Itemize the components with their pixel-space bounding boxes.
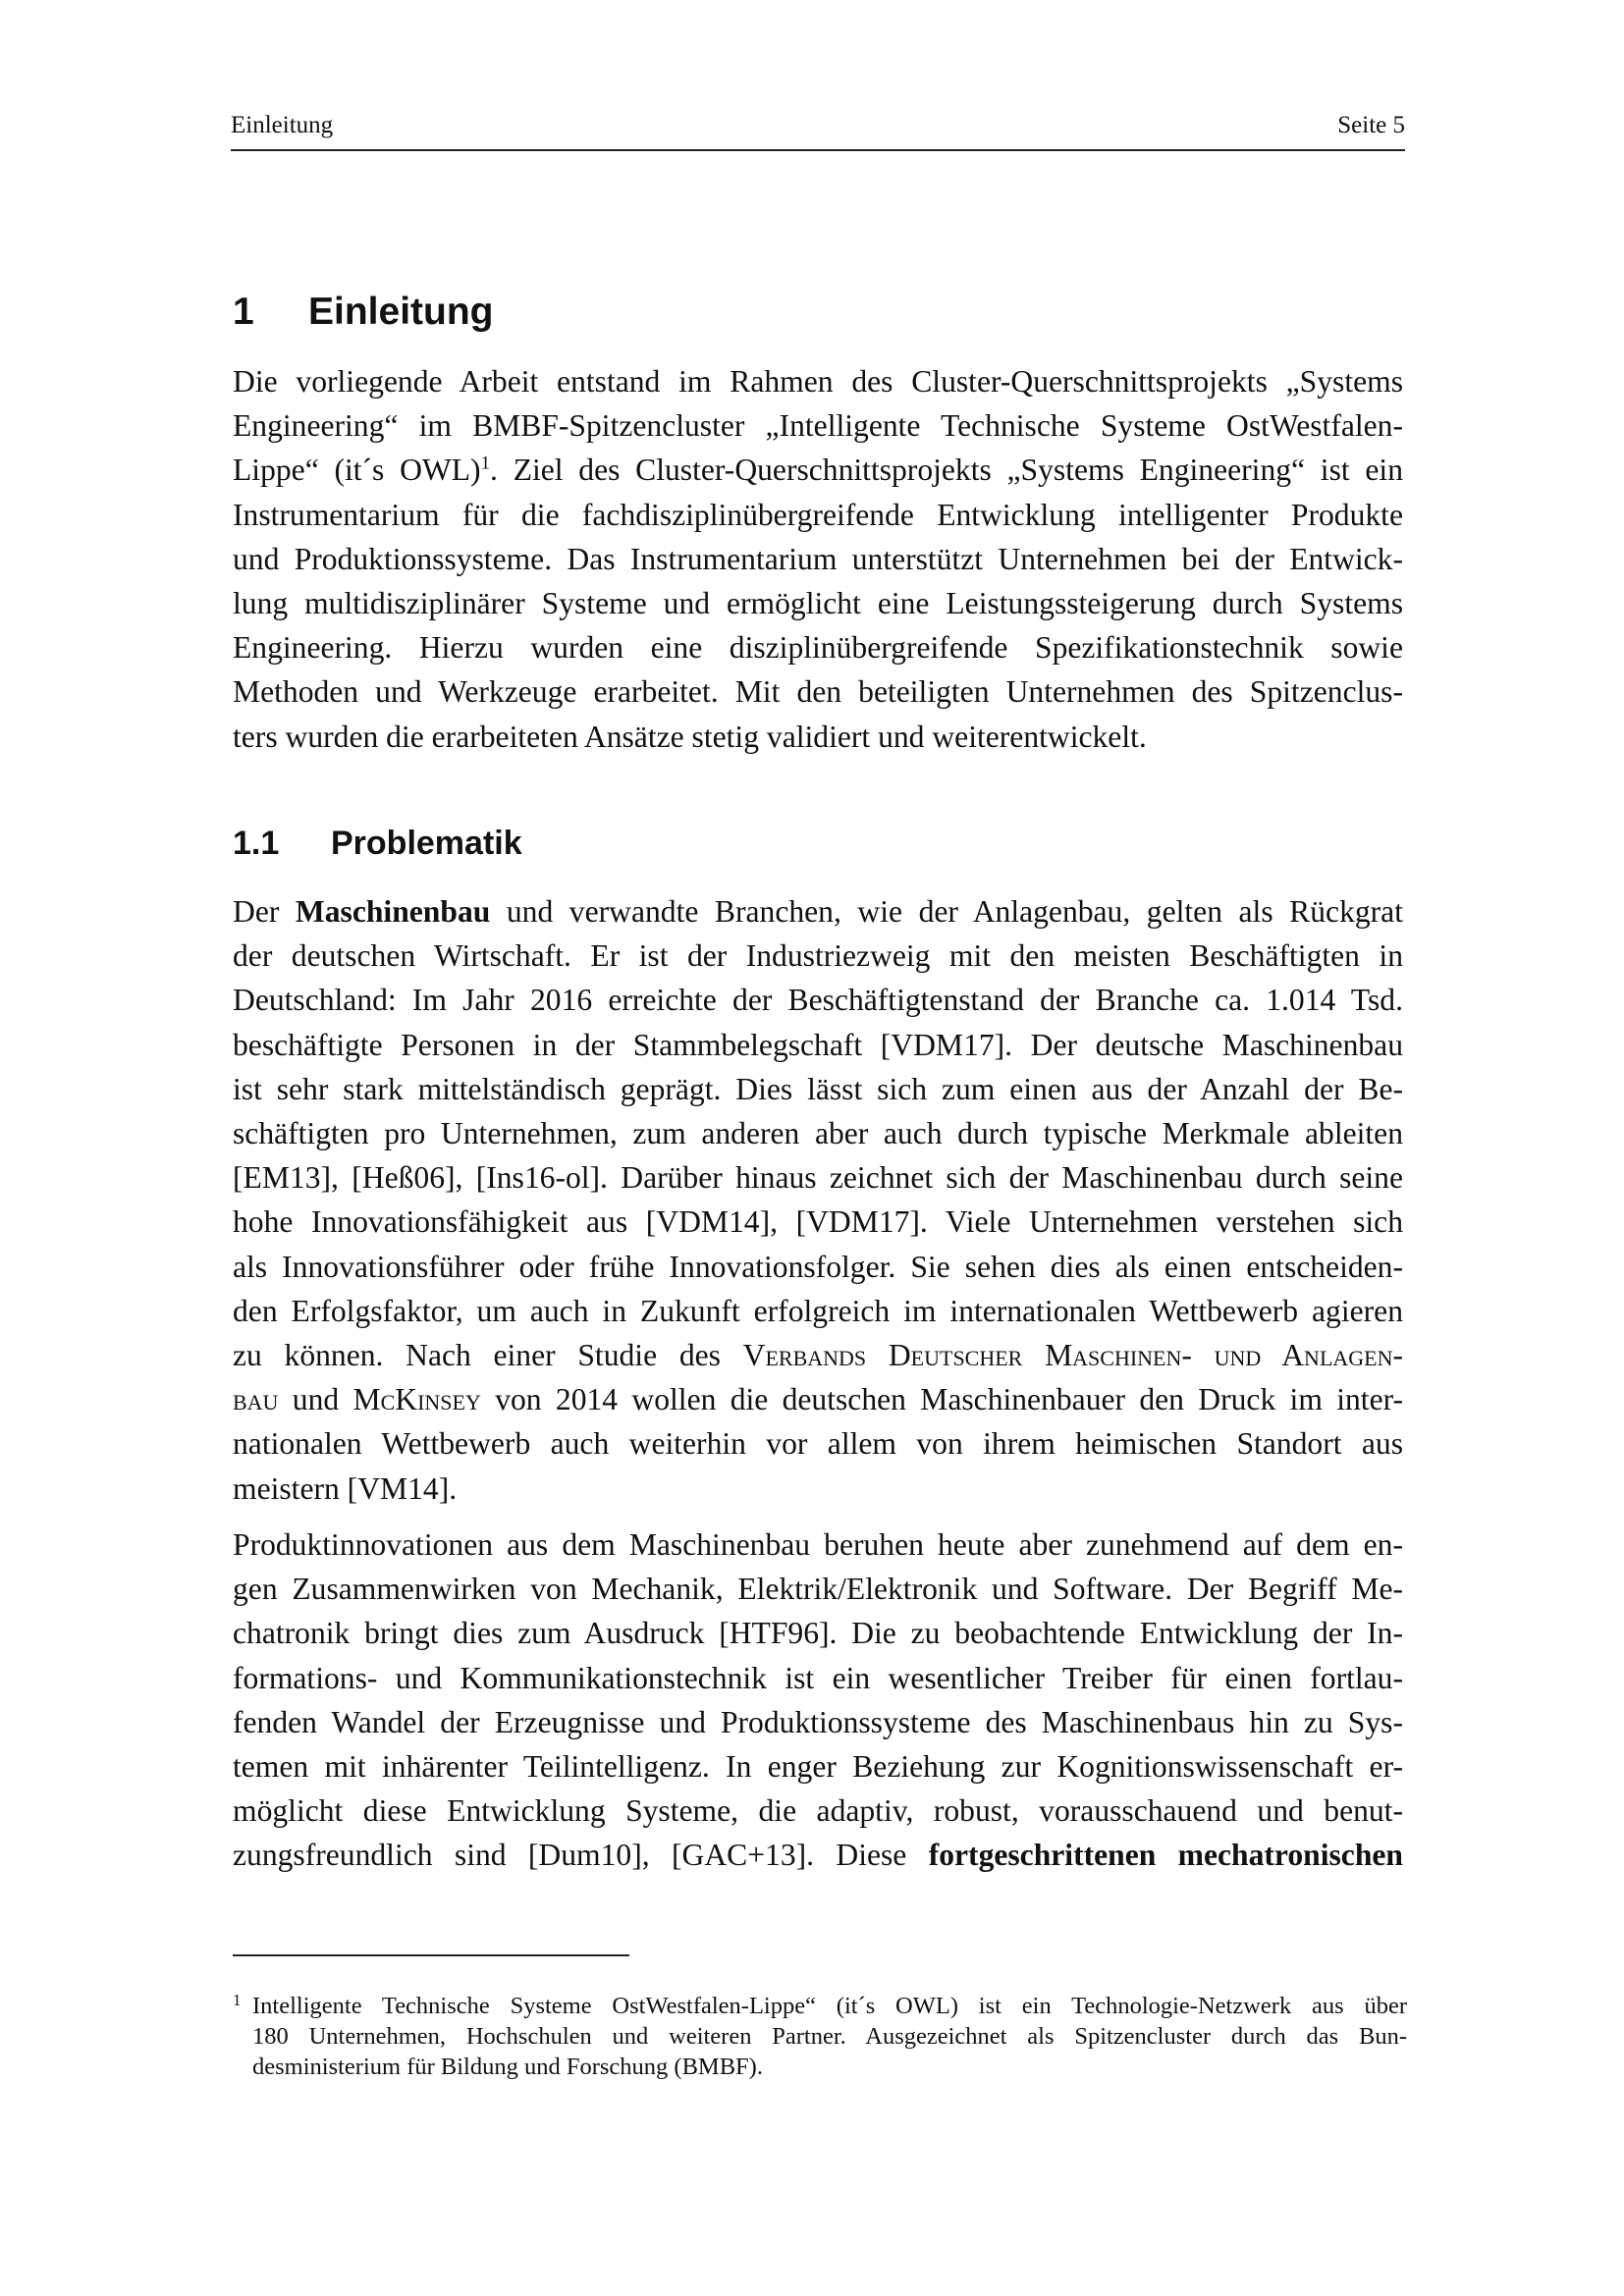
text-line: bau und McKinsey von 2014 wollen die deutschen Maschinenbauer den Druck im inter- xyxy=(233,1382,1404,1417)
chapter-number: 1 xyxy=(233,291,254,333)
footnote-text xyxy=(252,1991,1407,2082)
text-line: möglicht diese Entwicklung Systeme, die adaptiv, robust, vorausschauend und benut- xyxy=(233,1793,1403,1829)
text-line: Der Maschinenbau und verwandte Branchen, wie der Anlagenbau, gelten als Rückgrat xyxy=(233,894,1403,929)
author-name: McKinsey xyxy=(352,1382,481,1417)
text-line: Instrumentarium für die fachdisziplinübergreifende Entwicklung intelligenter Produkte xyxy=(233,497,1403,532)
text-line: als Innovationsführer oder frühe Innovationsfolger. Sie sehen dies als einen entscheiden- xyxy=(233,1249,1403,1284)
text-line: formations- und Kommunikationstechnik ist ein wesentlicher Treiber für einen fortlau- xyxy=(233,1660,1403,1695)
author-name: Verbands Deutscher Maschinen- und Anlagen- xyxy=(742,1338,1404,1373)
running-header xyxy=(231,106,1405,151)
text-line: Engineering“ im BMBF-Spitzencluster „Intelligente Technische Systeme OstWestfalen- xyxy=(233,408,1403,444)
footnote-mark: 1 xyxy=(233,1991,242,2009)
text-line: ist sehr stark mittelständisch geprägt. Dies lässt sich zum einen aus der Anzahl der Be- xyxy=(233,1071,1403,1106)
header-page-number: Seite 5 xyxy=(1337,112,1405,138)
header-section-title: Einleitung xyxy=(231,112,334,138)
text-line: gen Zusammenwirken von Mechanik, Elektrik/Elektronik und Software. Der Begriff Me- xyxy=(233,1572,1403,1607)
text-line: Lippe“ (it´s OWL)$^1$. Ziel des Cluster-Querschnittsprojekts „Systems Engineering“ ist ein xyxy=(233,453,1403,488)
text-line: schäftigten pro Unternehmen, zum anderen aber auch durch typische Merkmale ableiten xyxy=(233,1116,1403,1151)
text-line: Deutschland: Im Jahr 2016 erreichte der Beschäftigtenstand der Branche ca. 1.014 Tsd. xyxy=(233,983,1403,1018)
text-line: desministerium für Bildung und Forschung (BMBF). xyxy=(252,2054,763,2080)
text-line: beschäftigte Personen in der Stammbelegschaft [VDM17]. Der deutsche Maschinenbau xyxy=(233,1027,1403,1062)
text-line: hohe Innovationsfähigkeit aus [VDM14], [VDM17]. Viele Unternehmen verstehen sich xyxy=(233,1204,1403,1240)
bold-term: fortgeschrittenen mechatronischen xyxy=(928,1838,1403,1873)
section-heading xyxy=(233,825,522,863)
text-line: Produktinnovationen aus dem Maschinenbau beruhen heute aber zunehmend auf dem en- xyxy=(233,1527,1403,1562)
footnote xyxy=(233,1991,1407,2082)
text-line: den Erfolgsfaktor, um auch in Zukunft erfolgreich im internationalen Wettbewerb agieren xyxy=(233,1293,1403,1328)
footnote-reference[interactable]: 1 xyxy=(480,453,491,474)
text-line: 180 Unternehmen, Hochschulen und weiteren Partner. Ausgezeichnet als Spitzencluster durch das Bun- xyxy=(252,2023,1407,2050)
text-line: fenden Wandel der Erzeugnisse und Produktionssysteme des Maschinenbaus hin zu Sys- xyxy=(233,1704,1403,1739)
chapter-heading xyxy=(233,291,494,334)
text-line: [EM13], [Heß06], [Ins16-ol]. Darüber hinaus zeichnet sich der Maschinenbau durch seine xyxy=(233,1160,1403,1196)
text-line: meistern [VM14]. xyxy=(233,1470,458,1506)
footnote-separator xyxy=(233,1954,629,1956)
text-line: Methoden und Werkzeuge erarbeitet. Mit den beteiligten Unternehmen des Spitzenclus- xyxy=(233,674,1403,710)
text-line: nationalen Wettbewerb auch weiterhin vor allem von ihrem heimischen Standort aus xyxy=(233,1426,1403,1462)
text-line: zu können. Nach einer Studie des Verbands Deutscher Maschinen- und Anlagen- xyxy=(233,1338,1404,1373)
text-line: Engineering. Hierzu wurden eine disziplinübergreifende Spezifikationstechnik sowie xyxy=(233,630,1403,666)
text-line: Intelligente Technische Systeme OstWestfalen-Lippe“ (it´s OWL) ist ein Technologie-Netzwerk aus über xyxy=(252,1993,1407,2019)
innovation-paragraph xyxy=(233,1522,1403,1878)
author-name: bau xyxy=(233,1382,279,1417)
text-line: chatronik bringt dies zum Ausdruck [HTF96]. Die zu beobachtende Entwicklung der In- xyxy=(233,1616,1403,1651)
text-line: ters wurden die erarbeiteten Ansätze stetig validiert und weiterentwickelt. xyxy=(233,719,1147,754)
chapter-title: Einleitung xyxy=(308,291,494,333)
text-line: temen mit inhärenter Teilintelligenz. In enger Beziehung zur Kognitionswissenschaft er- xyxy=(233,1749,1403,1785)
section-number: 1.1 xyxy=(233,825,280,862)
section-title: Problematik xyxy=(331,825,522,862)
text-line: der deutschen Wirtschaft. Er ist der Industriezweig mit den meisten Beschäftigten in xyxy=(233,938,1403,974)
text-line: zungsfreundlich sind [Dum10], [GAC+13]. Diese fortgeschrittenen mechatronischen xyxy=(233,1838,1403,1873)
problem-paragraph xyxy=(233,889,1403,1511)
text-line: und Produktionssysteme. Das Instrumentarium unterstützt Unternehmen bei der Entwick- xyxy=(233,541,1403,576)
text-line: Die vorliegende Arbeit entstand im Rahmen des Cluster-Querschnittsprojekts „Systems xyxy=(233,364,1403,399)
text-line: lung multidisziplinärer Systeme und ermöglicht eine Leistungssteigerung durch Systems xyxy=(233,586,1403,621)
intro-paragraph xyxy=(233,359,1403,759)
bold-term: Maschinenbau xyxy=(295,894,491,929)
